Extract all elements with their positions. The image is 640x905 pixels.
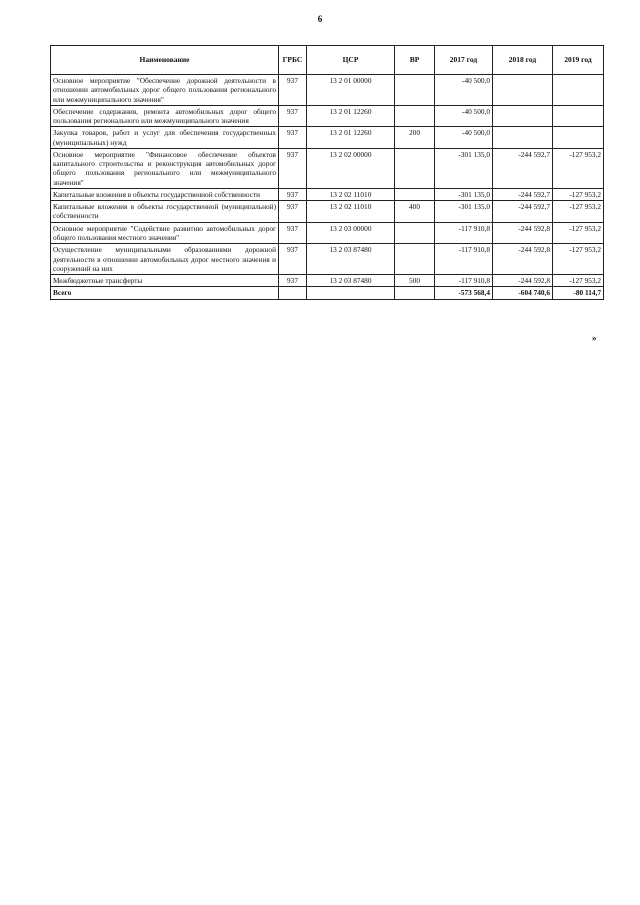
row-2017: -117 910,8 bbox=[435, 244, 493, 275]
row-name: Капитальные вложения в объекты государственной (муниципальной) собственности bbox=[51, 201, 279, 223]
row-2017: -301 135,0 bbox=[435, 201, 493, 223]
row-2017: -40 500,0 bbox=[435, 75, 493, 106]
row-2017: -117 910,8 bbox=[435, 275, 493, 287]
row-2019 bbox=[553, 75, 604, 106]
total-vr bbox=[395, 287, 435, 299]
row-grbs: 937 bbox=[279, 275, 307, 287]
row-name: Обеспечение содержания, ремонта автомобильных дорог общего пользования регионального или межмуниципального значения bbox=[51, 105, 279, 127]
row-name: Основное мероприятие "Обеспечение дорожной деятельности в отношении автомобильных дорог общего пользования регионального или межмуниципального значения" bbox=[51, 75, 279, 106]
row-2019 bbox=[553, 105, 604, 127]
table-row bbox=[51, 75, 604, 106]
page-number: 6 bbox=[317, 14, 323, 24]
row-vr bbox=[395, 188, 435, 200]
row-vr bbox=[395, 148, 435, 188]
budget-table bbox=[50, 45, 604, 300]
row-csr: 13 2 01 12260 bbox=[307, 127, 395, 149]
row-name: Основное мероприятие "Содействие развитию автомобильных дорог общего пользования местного значения" bbox=[51, 222, 279, 244]
row-2019: -127 953,2 bbox=[553, 201, 604, 223]
total-csr bbox=[307, 287, 395, 299]
header-name: Наименование bbox=[51, 46, 279, 75]
header-vr: ВР bbox=[395, 46, 435, 75]
row-grbs: 937 bbox=[279, 105, 307, 127]
row-csr: 13 2 03 87480 bbox=[307, 244, 395, 275]
table-row bbox=[51, 201, 604, 223]
table-row bbox=[51, 105, 604, 127]
row-grbs: 937 bbox=[279, 127, 307, 149]
total-2017: -573 568,4 bbox=[435, 287, 493, 299]
row-grbs: 937 bbox=[279, 244, 307, 275]
row-2019: -127 953,2 bbox=[553, 275, 604, 287]
row-vr: 400 bbox=[395, 201, 435, 223]
row-csr: 13 2 03 87480 bbox=[307, 275, 395, 287]
total-2018: -604 740,6 bbox=[493, 287, 553, 299]
header-grbs: ГРБС bbox=[279, 46, 307, 75]
row-2018: -244 592,7 bbox=[493, 201, 553, 223]
row-2018: -244 592,8 bbox=[493, 244, 553, 275]
header-2017: 2017 год bbox=[435, 46, 493, 75]
row-grbs: 937 bbox=[279, 222, 307, 244]
table-row bbox=[51, 275, 604, 287]
row-vr bbox=[395, 222, 435, 244]
row-2018: -244 592,7 bbox=[493, 188, 553, 200]
row-2018: -244 592,7 bbox=[493, 148, 553, 188]
row-2017: -301 135,0 bbox=[435, 188, 493, 200]
total-grbs bbox=[279, 287, 307, 299]
row-2018 bbox=[493, 105, 553, 127]
total-label: Всего bbox=[51, 287, 279, 299]
row-2017: -301 135,0 bbox=[435, 148, 493, 188]
row-csr: 13 2 01 00000 bbox=[307, 75, 395, 106]
table-row bbox=[51, 188, 604, 200]
row-csr: 13 2 02 00000 bbox=[307, 148, 395, 188]
row-name: Межбюджетные трансферты bbox=[51, 275, 279, 287]
row-name: Капитальные вложения в объекты государственной собственности bbox=[51, 188, 279, 200]
table-row bbox=[51, 222, 604, 244]
row-csr: 13 2 02 11010 bbox=[307, 201, 395, 223]
row-2019: -127 953,2 bbox=[553, 244, 604, 275]
row-name: Закупка товаров, работ и услуг для обеспечения государственных (муниципальных) нужд bbox=[51, 127, 279, 149]
header-2018: 2018 год bbox=[493, 46, 553, 75]
row-grbs: 937 bbox=[279, 75, 307, 106]
row-vr: 500 bbox=[395, 275, 435, 287]
row-2019: -127 953,2 bbox=[553, 148, 604, 188]
row-name: Осуществление муниципальными образованиями дорожной деятельности в отношении автомобильных дорог местного значения и сооружений на них bbox=[51, 244, 279, 275]
table-header-row bbox=[51, 46, 604, 75]
row-grbs: 937 bbox=[279, 148, 307, 188]
row-2019: -127 953,2 bbox=[553, 222, 604, 244]
row-grbs: 937 bbox=[279, 201, 307, 223]
header-csr: ЦСР bbox=[307, 46, 395, 75]
row-name: Основное мероприятие "Финансовое обеспечение объектов капитального строительства и реконструкция автомобильных дорог общего пользования регионального или межмуниципального значения" bbox=[51, 148, 279, 188]
row-grbs: 937 bbox=[279, 188, 307, 200]
closing-quote-mark: » bbox=[592, 333, 597, 343]
row-2017: -40 500,0 bbox=[435, 105, 493, 127]
row-csr: 13 2 03 00000 bbox=[307, 222, 395, 244]
total-row bbox=[51, 287, 604, 299]
row-2017: -40 500,0 bbox=[435, 127, 493, 149]
row-2019 bbox=[553, 127, 604, 149]
row-2018 bbox=[493, 75, 553, 106]
row-vr bbox=[395, 105, 435, 127]
row-2019: -127 953,2 bbox=[553, 188, 604, 200]
header-2019: 2019 год bbox=[553, 46, 604, 75]
total-2019: -80 114,7 bbox=[553, 287, 604, 299]
row-vr bbox=[395, 75, 435, 106]
row-2018: -244 592,8 bbox=[493, 275, 553, 287]
row-csr: 13 2 02 11010 bbox=[307, 188, 395, 200]
row-2017: -117 910,8 bbox=[435, 222, 493, 244]
row-2018 bbox=[493, 127, 553, 149]
row-vr: 200 bbox=[395, 127, 435, 149]
row-vr bbox=[395, 244, 435, 275]
row-2018: -244 592,8 bbox=[493, 222, 553, 244]
table-row bbox=[51, 244, 604, 275]
row-csr: 13 2 01 12260 bbox=[307, 105, 395, 127]
table-row bbox=[51, 127, 604, 149]
table-row bbox=[51, 148, 604, 188]
